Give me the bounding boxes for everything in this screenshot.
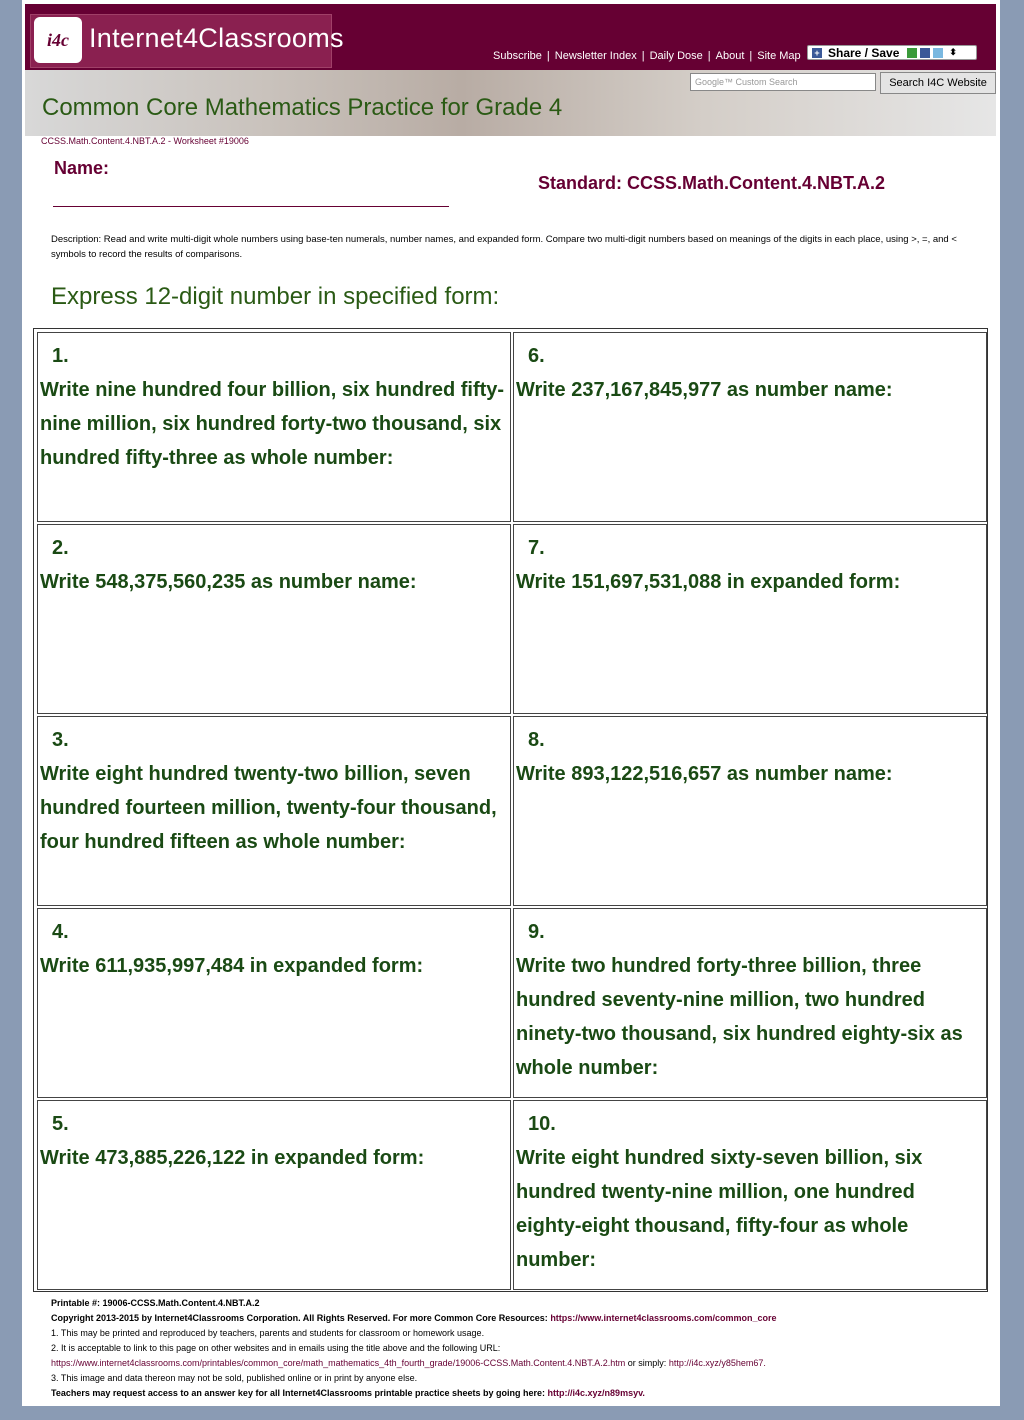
search-input[interactable]: Google™ Custom Search <box>690 73 876 91</box>
common-core-link[interactable]: https://www.internet4classrooms.com/common_core <box>550 1313 777 1323</box>
question-number: 7. <box>528 537 545 559</box>
name-line <box>53 206 449 207</box>
chevron-updown-icon: ⬍ <box>949 47 957 57</box>
question-text: Write 611,935,997,484 in expanded form: <box>40 955 424 977</box>
instruction: Express 12-digit number in specified form: <box>51 283 500 310</box>
nav-separator: | <box>546 50 550 62</box>
share-save-button[interactable] <box>807 45 977 60</box>
footer <box>51 1296 991 1401</box>
question-text: Write eight hundred sixty-seven billion, six hundred twenty-nine million, one hundred eighty-eight thousand, fifty-four as whole number: <box>516 1147 923 1271</box>
facebook-icon <box>920 48 930 58</box>
nav-separator: | <box>707 50 711 62</box>
answer-key-text: Teachers may request access to an answer key for all Internet4Classrooms printable practice sheets by going here: <box>51 1388 546 1398</box>
nav-site-map[interactable]: Site Map <box>757 50 801 62</box>
footer-line-2: 2. It is acceptable to link to this page on other websites and in emails using the title above and the following URL: <box>51 1343 501 1353</box>
question-text: Write two hundred forty-three billion, three hundred seventy-nine million, two hundred ninety-two thousand, six hundred eighty-six as whole number: <box>516 955 963 1079</box>
question-text: Write 151,697,531,088 in expanded form: <box>516 571 901 593</box>
nav-subscribe[interactable]: Subscribe <box>493 50 542 62</box>
printable-number: Printable #: 19006-CCSS.Math.Content.4.NBT.A.2 <box>51 1298 260 1308</box>
plus-icon: + <box>812 48 822 58</box>
page-title: Common Core Mathematics Practice for Grade 4 <box>42 94 563 121</box>
question-cell <box>513 332 987 522</box>
question-text: Write 548,375,560,235 as number name: <box>40 571 417 593</box>
question-number: 10. <box>528 1113 556 1135</box>
copyright <box>51 1311 991 1326</box>
question-number: 3. <box>52 729 69 751</box>
question-text: Write 893,122,516,657 as number name: <box>516 763 893 785</box>
share-icon <box>907 48 917 58</box>
question-cell <box>37 1100 511 1290</box>
nav-about[interactable]: About <box>715 50 745 62</box>
question-cell <box>513 1100 987 1290</box>
question-text: Write 237,167,845,977 as number name: <box>516 379 893 401</box>
site-logo[interactable] <box>30 14 344 68</box>
question-number: 8. <box>528 729 545 751</box>
question-cell <box>37 908 511 1098</box>
questions-grid <box>33 328 988 1292</box>
footer-urls <box>51 1356 991 1371</box>
nav-newsletter-index[interactable]: Newsletter Index <box>554 50 637 62</box>
nav-separator: | <box>749 50 753 62</box>
question-text: Write 473,885,226,122 in expanded form: <box>40 1147 425 1169</box>
copyright-text: Copyright 2013-2015 by Internet4Classrooms Corporation. All Rights Reserved. For more Common Core Resources: <box>51 1313 548 1323</box>
search-button[interactable]: Search I4C Website <box>880 72 996 94</box>
worksheet-url-link[interactable]: https://www.internet4classrooms.com/printables/common_core/math_mathematics_4th_fourth_grade/19006-CCSS.Math.Content.4.NBT.A.2.htm <box>51 1358 626 1368</box>
question-number: 4. <box>52 921 69 943</box>
logo-text: Internet4Classrooms <box>89 23 344 53</box>
i4c-logo-icon: i4c <box>34 17 82 63</box>
top-nav <box>493 50 801 62</box>
nav-daily-dose[interactable]: Daily Dose <box>649 50 703 62</box>
question-cell <box>37 332 511 522</box>
question-cell <box>37 716 511 906</box>
share-label: Share / Save <box>828 45 900 60</box>
standard-label: Standard: CCSS.Math.Content.4.NBT.A.2 <box>538 173 886 193</box>
banner <box>25 70 996 136</box>
question-number: 1. <box>52 345 69 367</box>
question-number: 5. <box>52 1113 69 1135</box>
footer-line-1: 1. This may be printed and reproduced by teachers, parents and students for classroom or homework usage. <box>51 1328 485 1338</box>
description: Description: Read and write multi-digit whole numbers using base-ten numerals, number names, and expanded form. Compare two multi-digit numbers based on meanings of the digits in each place, using >, =, and < symbols to record the results of comparisons. <box>51 234 957 260</box>
question-text: Write nine hundred four billion, six hundred fifty-nine million, six hundred forty-two thousand, six hundred fifty-three as whole number: <box>40 379 505 469</box>
answer-key-note <box>51 1386 991 1401</box>
nav-separator: | <box>641 50 645 62</box>
question-cell <box>513 524 987 714</box>
twitter-icon <box>933 48 943 58</box>
question-text: Write eight hundred twenty-two billion, seven hundred fourteen million, twenty-four thousand, four hundred fifteen as whole number: <box>40 763 497 853</box>
question-number: 2. <box>52 537 69 559</box>
question-cell <box>513 716 987 906</box>
or-simply-text: or simply: <box>627 1358 667 1368</box>
footer-line-3: 3. This image and data thereon may not be sold, published online or in print by anyone else. <box>51 1373 418 1383</box>
name-label: Name: <box>54 158 110 178</box>
short-url-link[interactable]: http://i4c.xyz/y85hem67. <box>668 1358 766 1368</box>
question-number: 9. <box>528 921 545 943</box>
question-number: 6. <box>528 345 545 367</box>
worksheet-page <box>22 0 1000 1406</box>
breadcrumb: CCSS.Math.Content.4.NBT.A.2 - Worksheet #19006 <box>41 136 249 146</box>
question-cell <box>513 908 987 1098</box>
question-cell <box>37 524 511 714</box>
answer-key-link[interactable]: http://i4c.xyz/n89msyv. <box>547 1388 645 1398</box>
site-header <box>25 4 996 70</box>
